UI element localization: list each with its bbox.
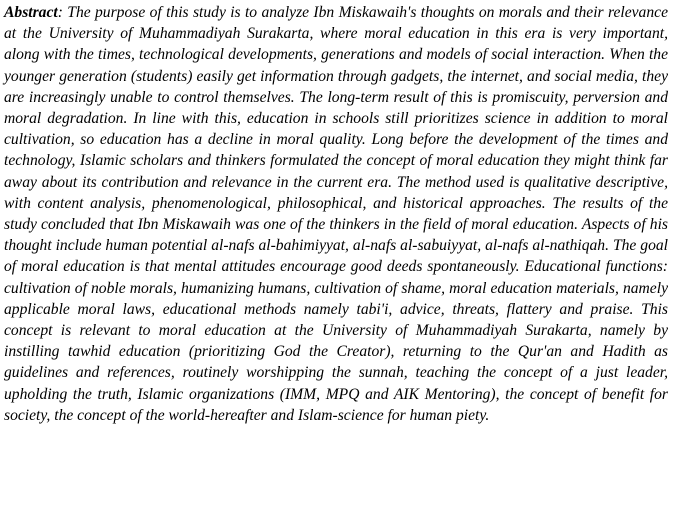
abstract-label: Abstract <box>4 4 58 21</box>
abstract-text: The purpose of this study is to analyze Ibn Miskawaih's thoughts on morals and their relevance at the University of Muhammadiyah Surakarta, where moral education in this era is very important, along with the times, technological developments, generations and models of social interaction. When the younger generation (students) easily get information through gadgets, the internet, and social media, they are increasingly unable to control themselves. The long-term result of this is promiscuity, perversion and moral degradation. In line with this, education in schools still prioritizes science in addition to moral cultivation, so education has a decline in moral quality. Long before the development of the times and technology, Islamic scholars and thinkers formulated the concept of moral education they might think far away about its contribution and relevance in the current era. The method used is qualitative descriptive, with content analysis, phenomenological, philosophical, and historical approaches. The results of the study concluded that Ibn Miskawaih was one of the thinkers in the field of moral education. Aspects of his thought include human potential al-nafs al-bahimiyyat, al-nafs al-sabuiyyat, al-nafs al-nathiqah. The goal of moral education is that mental attitudes encourage good deeds spontaneously. Educational functions: cultivation of noble morals, humanizing humans, cultivation of shame, moral education materials, namely applicable moral laws, educational methods namely tabi'i, advice, threats, flattery and praise. This concept is relevant to moral education at the University of Muhammadiyah Surakarta, namely by instilling tawhid education (prioritizing God the Creator), returning to the Qur'an and Hadith as guidelines and references, routinely worshipping the sunnah, teaching the concept of a just leader, upholding the truth, Islamic organizations (IMM, MPQ and AIK Mentoring), the concept of benefit for society, the concept of the world-hereafter and Islam-science for human piety. <box>4 4 668 424</box>
abstract-paragraph <box>4 2 668 426</box>
abstract-separator: : <box>57 4 68 21</box>
